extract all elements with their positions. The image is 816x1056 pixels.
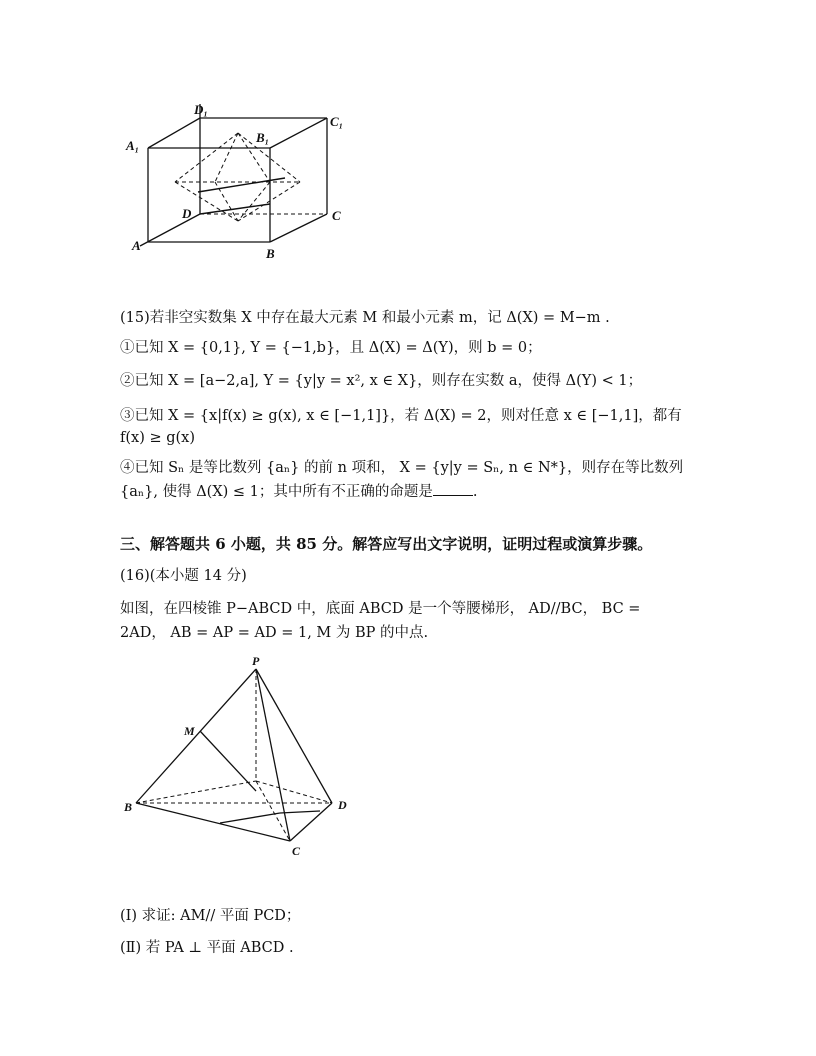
q16-part2: (Ⅱ) 若 PA ⊥ 平面 ABCD . — [120, 940, 294, 956]
label-D1: D₁ — [194, 102, 208, 117]
q15-item1: ①已知 X = {0,1}, Y = {−1,b}，且 Δ(X) = Δ(Y)，则 b = 0； — [120, 340, 542, 356]
label-D2: D — [338, 798, 347, 812]
label-B1: B₁ — [256, 130, 270, 145]
q16-body: 如图，在四棱锥 P−ABCD 中，底面 ABCD 是一个等腰梯形， AD//BC， BC = 2AD， AB = AP = AD = 1, M 为 BP 的中点. — [120, 601, 641, 641]
q15-item3: ③已知 X = {x|f(x) ≥ g(x), x ∈ [−1,1]}，若 Δ(X) = 2，则对任意 x ∈ [−1,1]，都有 f(x) ≥ g(x) — [120, 408, 682, 446]
q15-item4-line2: {aₙ}, 使得 Δ(X) ≤ 1；其中所有不正确的命题是 . — [120, 481, 690, 503]
answer-blank — [433, 481, 473, 496]
label-B2: B — [124, 800, 133, 814]
q15-stem: (15)若非空实数集 X 中存在最大元素 M 和最小元素 m，记 Δ(X) = M−m . — [120, 310, 610, 326]
label-D: D — [182, 206, 192, 221]
label-A1: A₁ — [126, 138, 140, 153]
label-P: P — [252, 654, 260, 668]
section3-title: 三、解答题共 6 小题，共 85 分。解答应写出文字说明，证明过程或演算步骤。 — [120, 535, 653, 553]
label-M: M — [184, 724, 195, 738]
label-B: B — [266, 246, 275, 261]
q16-part1: (Ⅰ) 求证: AM// 平面 PCD； — [120, 908, 301, 924]
q16-header: (16)(本小题 14 分) — [120, 568, 247, 584]
figure-pyramid — [120, 655, 360, 863]
label-C2: C — [292, 844, 301, 858]
q15-item2: ②已知 X = [a−2,a], Y = {y|y = x², x ∈ X}，则存在实数 a，使得 Δ(Y) < 1； — [120, 373, 643, 389]
figure-prism — [120, 96, 360, 266]
q15-item4-line1: ④已知 Sₙ 是等比数列 {aₙ} 的前 n 项和， X = {y|y = Sₙ, n ∈ N*}，则存在等比数列 — [120, 460, 684, 476]
q15-item4-line2-text: {aₙ}, 使得 Δ(X) ≤ 1；其中所有不正确的命题是 — [120, 484, 433, 500]
label-C1: C₁ — [330, 114, 344, 129]
label-A: A — [132, 238, 141, 253]
label-C: C — [332, 208, 341, 223]
